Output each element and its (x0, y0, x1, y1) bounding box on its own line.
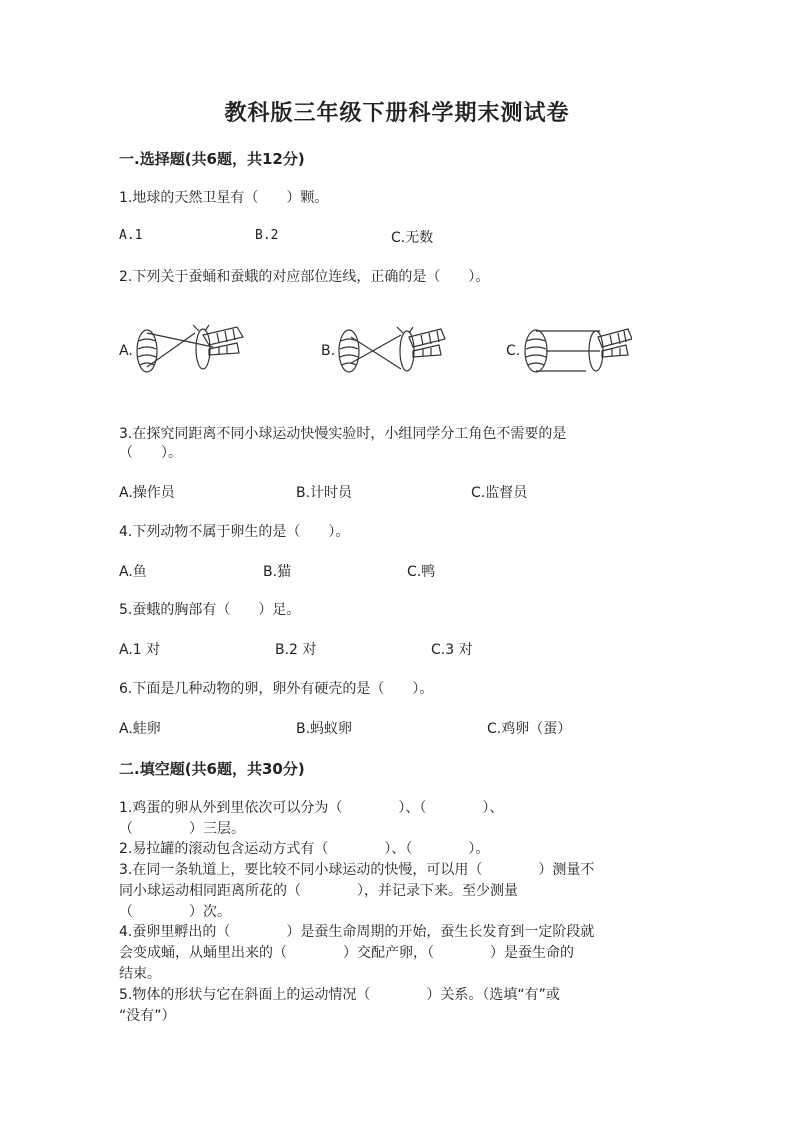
question-6-option-c: C.鸡卵（蛋） (487, 721, 572, 737)
question-6-option-a: A.蛙卵 (119, 721, 161, 737)
question-4-stem: 4.下列动物不属于卵生的是（ ）。 (119, 524, 350, 540)
question-1-option-a: A.1 (119, 228, 143, 243)
question-2-stem: 2.下列关于蚕蛹和蚕蛾的对应部位连线，正确的是（ ）。 (119, 269, 490, 285)
question-2-option-b (321, 323, 451, 381)
question-2-option-a (119, 323, 249, 381)
fill-line: 2.易拉罐的滚动包含运动方式有（ ）、（ ）。 (119, 841, 490, 857)
question-5-option-c: C.3 对 (431, 642, 473, 658)
question-4-option-c: C.鸭 (407, 564, 436, 580)
section-heading-fill-in: 二.填空题(共6题，共30分) (119, 760, 305, 778)
option-label: B. (321, 343, 336, 359)
question-1-option-c: C.无数 (391, 230, 434, 246)
fill-line: 1.鸡蛋的卵从外到里依次可以分为（ ）、（ ）、 (119, 800, 504, 816)
pupa-moth-diagram-a (133, 323, 245, 381)
fill-line: 会变成蛹，从蛹里出来的（ ）交配产卵，（ ）是蚕生命的 (119, 945, 574, 961)
pupa-icon (339, 330, 359, 372)
question-3-stem-line-1: 3.在探究同距离不同小球运动快慢实验时，小组同学分工角色不需要的是 (119, 426, 567, 442)
pupa-moth-diagram-c (520, 323, 632, 381)
fill-line: 5.物体的形状与它在斜面上的运动情况（ ）关系。（选填“有”或 (119, 987, 560, 1003)
question-5-stem: 5.蚕蛾的胸部有（ ）足。 (119, 602, 301, 618)
question-1-option-b: B.2 (255, 228, 279, 243)
question-5-option-a: A.1 对 (119, 642, 161, 658)
question-3-option-c: C.监督员 (471, 485, 528, 501)
question-6-option-b: B.蚂蚁卵 (296, 721, 353, 737)
pupa-icon (137, 330, 157, 372)
question-2-option-c (506, 323, 636, 381)
question-5-option-b: B.2 对 (275, 642, 317, 658)
question-3-option-a: A.操作员 (119, 485, 175, 501)
fill-line: “没有”） (119, 1008, 176, 1024)
section-heading-choice: 一.选择题(共6题，共12分) (119, 150, 305, 168)
page-title: 教科版三年级下册科学期末测试卷 (224, 100, 570, 126)
moth-icon (400, 331, 414, 371)
fill-line: 3.在同一条轨道上，要比较不同小球运动的快慢，可以用（ ）测量不 (119, 862, 595, 878)
question-4-option-a: A.鱼 (119, 564, 147, 580)
option-label: A. (119, 343, 133, 359)
fill-line: （ ）三层。 (119, 821, 245, 837)
fill-line: （ ）次。 (119, 904, 231, 920)
fill-line: 4.蚕卵里孵出的（ ）是蚕生命周期的开始，蚕生长发育到一定阶段就 (119, 924, 595, 940)
question-4-option-b: B.猫 (263, 564, 292, 580)
question-3-option-b: B.计时员 (296, 485, 353, 501)
fill-line: 结束。 (119, 966, 161, 982)
pupa-moth-diagram-b (335, 323, 447, 381)
question-6-stem: 6.下面是几种动物的卵，卵外有硬壳的是（ ）。 (119, 681, 434, 697)
fill-line: 同小球运动相同距离所花的（ ），并记录下来。至少测量 (119, 883, 518, 899)
question-3-stem-line-2: （ ）。 (119, 445, 182, 461)
option-label: C. (506, 343, 521, 359)
question-1-stem: 1.地球的天然卫星有（ ）颗。 (119, 190, 329, 206)
pupa-icon (525, 330, 547, 372)
